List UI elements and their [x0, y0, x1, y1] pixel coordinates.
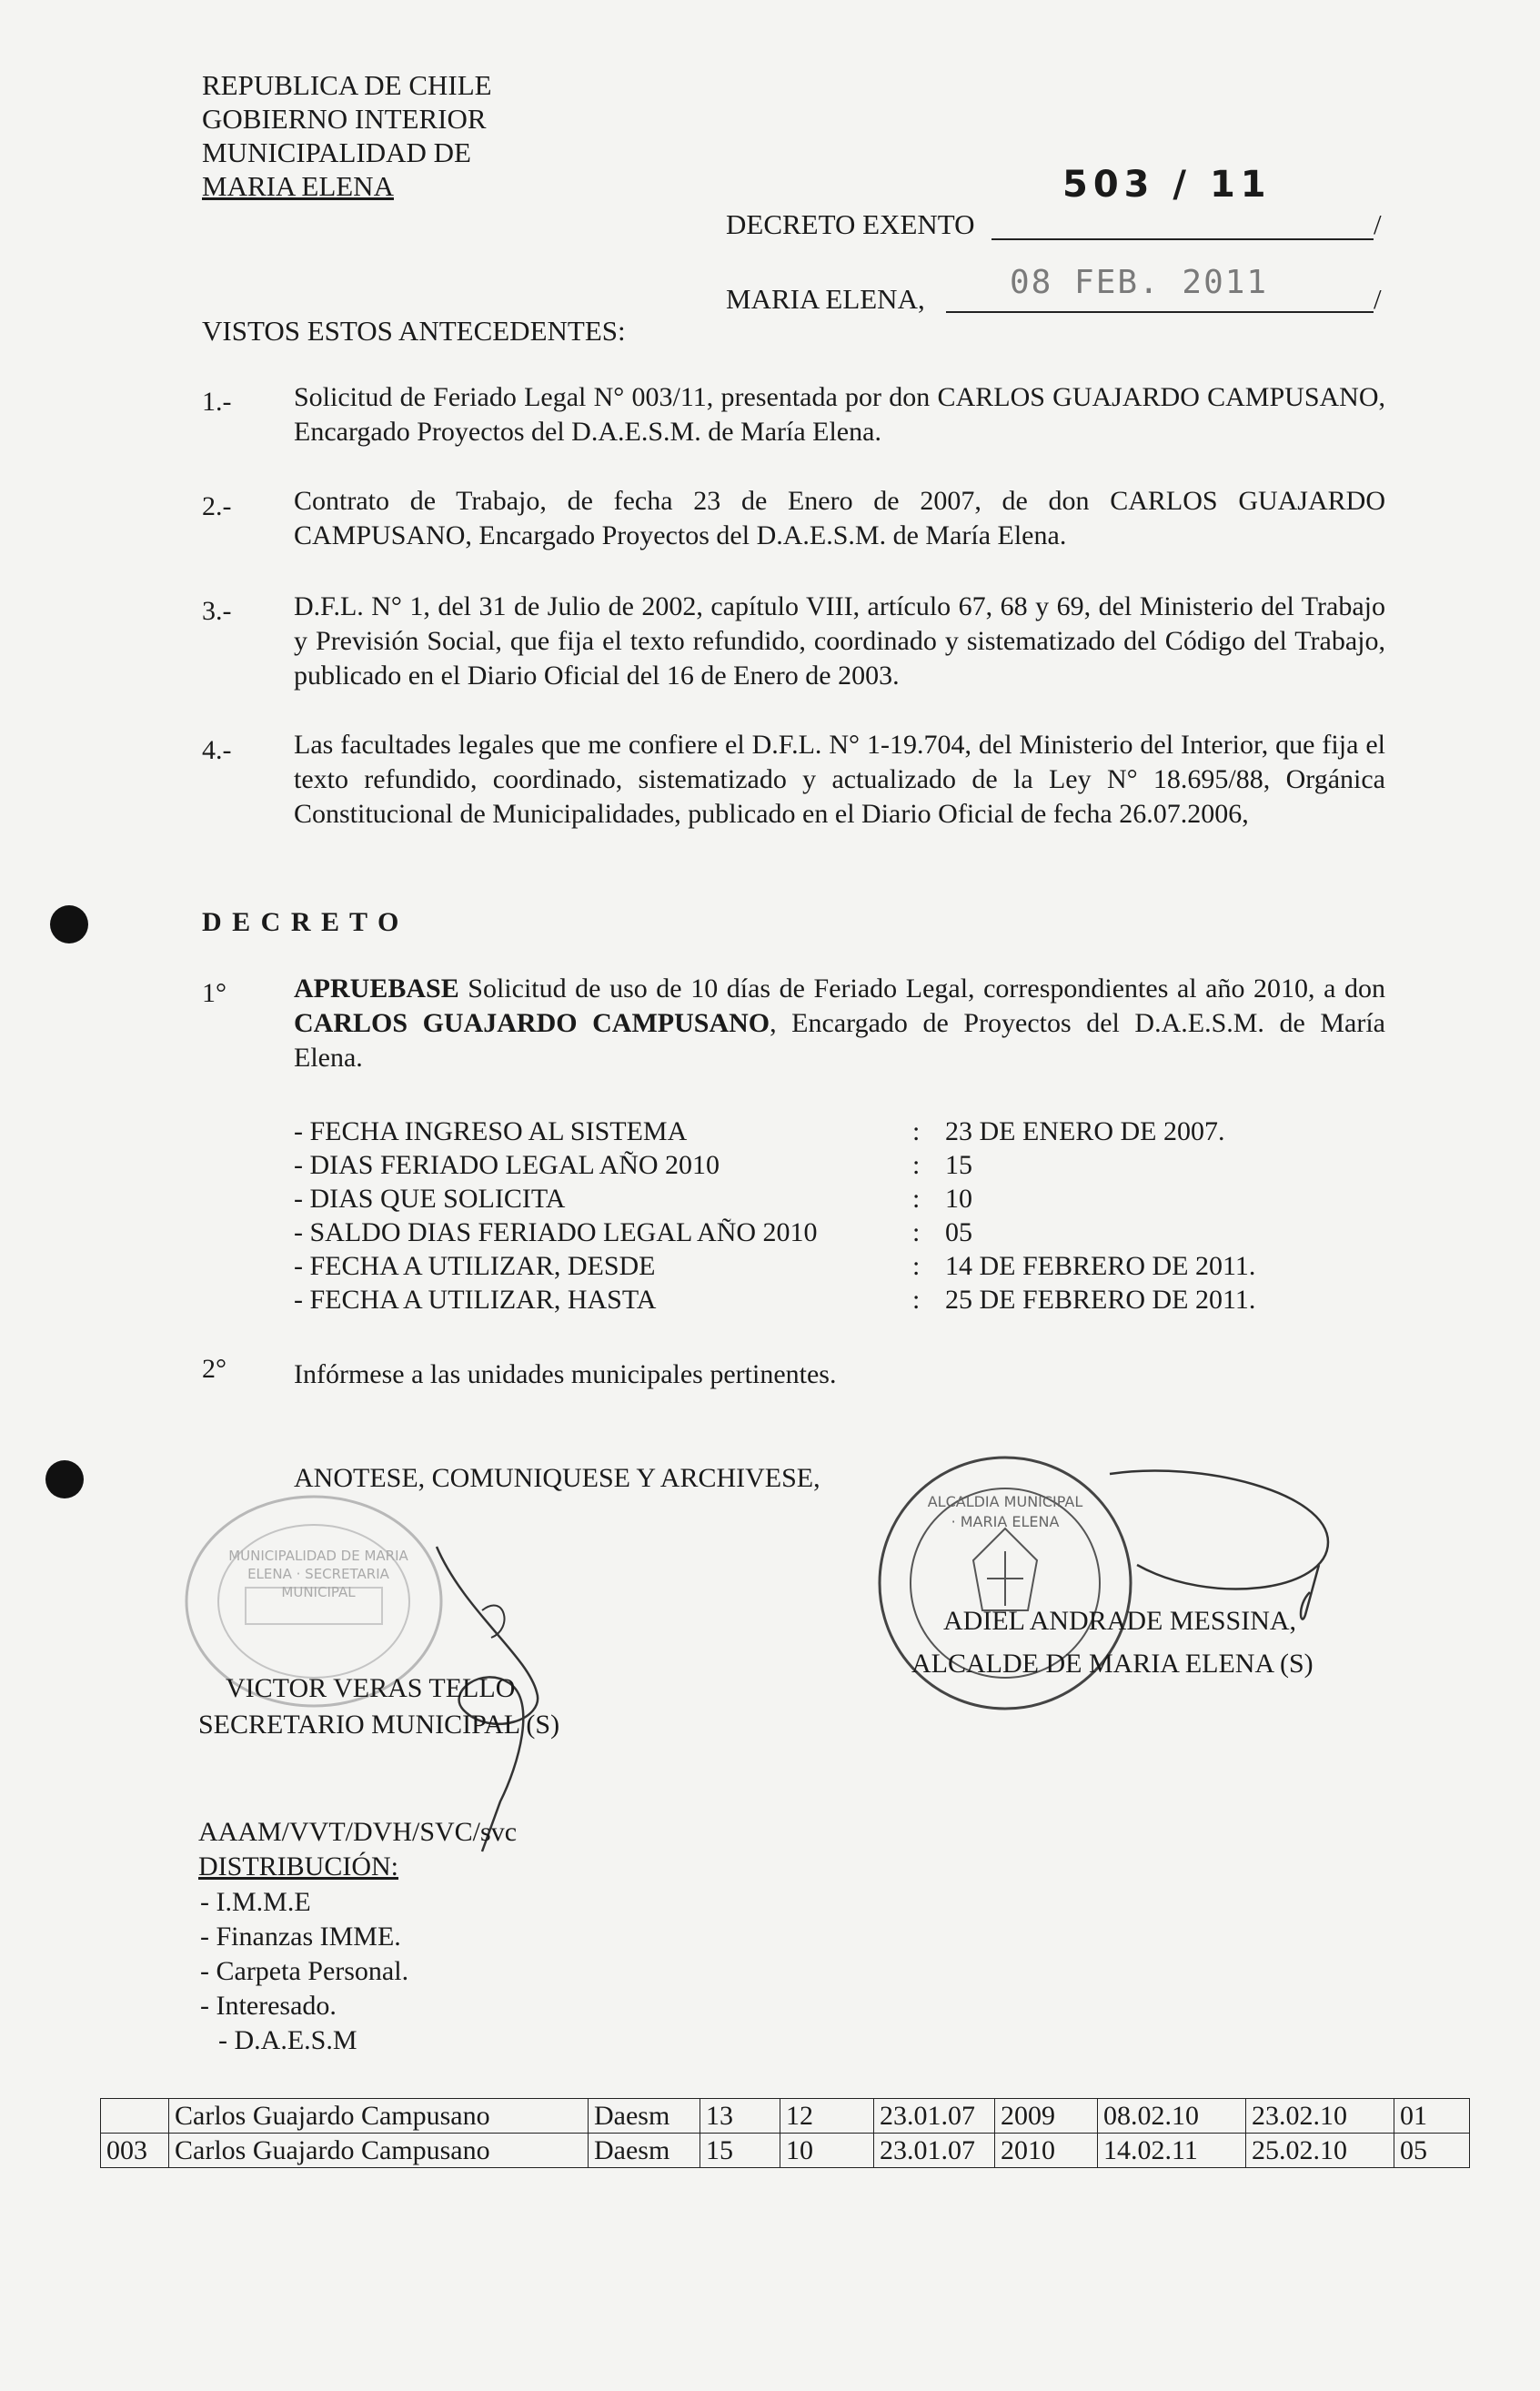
article-1-number: 1° [202, 978, 226, 1008]
leave-register-table [100, 2098, 1470, 2168]
header-line-city: MARIA ELENA [202, 170, 394, 202]
article-1-text-part2: , Encargado de Proyectos del D.A.E.S.M. de María Elena. [294, 1008, 1385, 1073]
mayor-name: ADIEL ANDRADE MESSINA, [943, 1606, 1297, 1636]
table-cell: Carlos Guajardo Campusano [169, 2134, 589, 2168]
vistos-item-text: Las facultades legales que me confiere el D.F.L. N° 1-19.704, del Ministerio del Interior, que fija el texto refundido, coordinado, sistematizado y actualizado de la Ley N° 18.695/88, Orgánica Constitucional de Municipalidades, publicado en el Diario Oficial de fecha 26.07.2006, [294, 730, 1385, 829]
field-colon: : [912, 1150, 921, 1180]
vistos-item-number: 2.- [202, 491, 232, 521]
vistos-item-text: Solicitud de Feriado Legal N° 003/11, presentada por don CARLOS GUAJARDO CAMPUSANO, Encargado Proyectos del D.A.E.S.M. de María Elena. [294, 382, 1385, 447]
distribution-list [200, 1885, 408, 2058]
leave-field-row [294, 1148, 1385, 1182]
field-label: - DIAS FERIADO LEGAL AÑO 2010 [294, 1150, 720, 1180]
decree-number-slash: / [1374, 208, 1382, 240]
table-cell: 12 [780, 2099, 874, 2134]
punch-hole-top [50, 905, 88, 943]
secretary-stamp-text: MUNICIPALIDAD DE MARIA ELENA · SECRETARIA MUNICIPAL [228, 1548, 408, 1600]
field-value: 10 [945, 1184, 972, 1214]
table-row [101, 2134, 1470, 2168]
field-label: - SALDO DIAS FERIADO LEGAL AÑO 2010 [294, 1217, 818, 1247]
mayor-title: ALCALDE DE MARIA ELENA (S) [911, 1649, 1314, 1679]
place-label: MARIA ELENA, [726, 283, 925, 315]
article-2-text: Infórmese a las unidades municipales pertinentes. [294, 1359, 837, 1389]
vistos-item-number: 1.- [202, 387, 232, 417]
date-line [946, 311, 1374, 313]
mayor-stamp-text: ALCALDIA MUNICIPAL · MARIA ELENA [927, 1493, 1083, 1530]
leave-field-row [294, 1249, 1385, 1283]
secretary-title: SECRETARIO MUNICIPAL (S) [198, 1710, 560, 1740]
table-cell: Daesm [589, 2134, 700, 2168]
leave-field-row [294, 1283, 1385, 1317]
closing-formula: ANOTESE, COMUNIQUESE Y ARCHIVESE, [294, 1463, 820, 1493]
vistos-item-number: 4.- [202, 735, 232, 765]
table-cell: 2009 [995, 2099, 1098, 2134]
table-cell: 003 [101, 2134, 169, 2168]
distribution-item: - Interesado. [200, 1991, 337, 2021]
table-cell: 10 [780, 2134, 874, 2168]
header-line-municipality: MUNICIPALIDAD DE [202, 136, 471, 168]
distribution-item: - D.A.E.S.M [218, 2025, 357, 2055]
field-value: 14 DE FEBRERO DE 2011. [945, 1251, 1256, 1281]
vistos-item-text: D.F.L. N° 1, del 31 de Julio de 2002, capítulo VIII, artículo 67, 68 y 69, del Ministerio del Trabajo y Previsión Social, que fija el texto refundido, coordinado y sistematizado del Código del Trabajo, publicado en el Diario Oficial del 16 de Enero de 2003. [294, 591, 1385, 691]
table-cell: 25.02.10 [1246, 2134, 1394, 2168]
leave-field-row [294, 1182, 1385, 1216]
field-colon: : [912, 1184, 921, 1214]
field-colon: : [912, 1285, 921, 1315]
distribution-item: - Carpeta Personal. [200, 1956, 409, 1986]
field-label: - DIAS QUE SOLICITA [294, 1184, 566, 1214]
table-cell: 05 [1394, 2134, 1470, 2168]
field-value: 05 [945, 1217, 972, 1247]
article-1-text-part1: Solicitud de uso de 10 días de Feriado Legal, correspondientes al año 2010, a don [458, 974, 1385, 1004]
employee-name: CARLOS GUAJARDO CAMPUSANO [294, 1008, 770, 1038]
date-stamp: 08 FEB. 2011 [1010, 264, 1269, 301]
vistos-item-text: Contrato de Trabajo, de fecha 23 de Enero de 2007, de don CARLOS GUAJARDO CAMPUSANO, Encargado Proyectos del D.A.E.S.M. de María Elena. [294, 486, 1385, 550]
table-cell: 15 [700, 2134, 780, 2168]
punch-hole-bottom [45, 1460, 84, 1498]
article-1-text [294, 972, 1385, 1075]
header-line-country: REPUBLICA DE CHILE [202, 69, 492, 101]
table-cell: Daesm [589, 2099, 700, 2134]
leave-field-row [294, 1115, 1385, 1148]
distribution-item: - Finanzas IMME. [200, 1922, 401, 1952]
decree-number-stamp: 503 / 11 [1062, 164, 1272, 206]
decreto-title: D E C R E T O [202, 907, 401, 937]
secretary-name: VICTOR VERAS TELLO [226, 1673, 516, 1703]
leave-field-row [294, 1216, 1385, 1249]
vistos-title: VISTOS ESTOS ANTECEDENTES: [202, 315, 626, 347]
article-2-number: 2° [202, 1354, 226, 1384]
table-cell: 23.01.07 [874, 2134, 995, 2168]
date-slash: / [1374, 283, 1382, 315]
field-colon: : [912, 1251, 921, 1281]
issuer-header [202, 68, 492, 203]
author-initials: AAAM/VVT/DVH/SVC/svc [198, 1817, 518, 1847]
vistos-item-number: 3.- [202, 596, 232, 626]
field-value: 25 DE FEBRERO DE 2011. [945, 1285, 1256, 1315]
decree-number-line [991, 238, 1374, 240]
field-colon: : [912, 1116, 921, 1146]
table-cell: 01 [1394, 2099, 1470, 2134]
approve-keyword: APRUEBASE [294, 974, 459, 1004]
table-row [101, 2099, 1470, 2134]
table-cell: 2010 [995, 2134, 1098, 2168]
header-line-government: GOBIERNO INTERIOR [202, 103, 487, 135]
table-cell: 23.01.07 [874, 2099, 995, 2134]
table-cell: 08.02.10 [1098, 2099, 1246, 2134]
table-cell: 14.02.11 [1098, 2134, 1246, 2168]
field-value: 23 DE ENERO DE 2007. [945, 1116, 1225, 1146]
table-cell [101, 2099, 169, 2134]
table-cell: 13 [700, 2099, 780, 2134]
field-label: - FECHA INGRESO AL SISTEMA [294, 1116, 688, 1146]
distribution-item: - I.M.M.E [200, 1887, 311, 1917]
leave-details [294, 1115, 1385, 1317]
table-cell: 23.02.10 [1246, 2099, 1394, 2134]
field-colon: : [912, 1217, 921, 1247]
decree-label: DECRETO EXENTO [726, 208, 975, 240]
distribution-title: DISTRIBUCIÓN: [198, 1851, 399, 1882]
field-label: - FECHA A UTILIZAR, HASTA [294, 1285, 657, 1315]
field-value: 15 [945, 1150, 972, 1180]
table-cell: Carlos Guajardo Campusano [169, 2099, 589, 2134]
field-label: - FECHA A UTILIZAR, DESDE [294, 1251, 656, 1281]
